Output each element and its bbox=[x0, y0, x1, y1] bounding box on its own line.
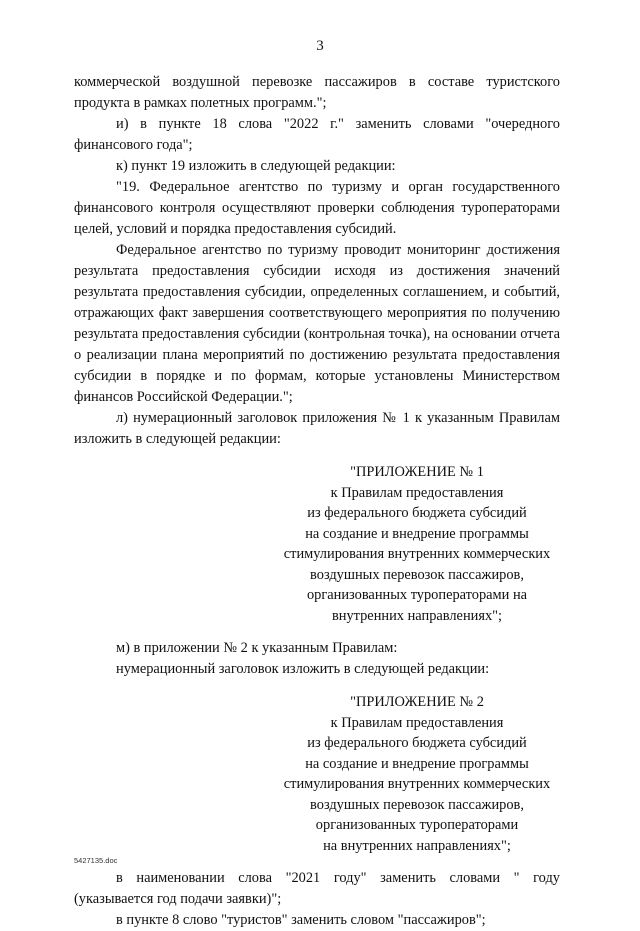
paragraph-item-l: л) нумерационный заголовок приложения № 1 к указанным Правилам изложить в следующей редакции: bbox=[74, 410, 560, 447]
appendix-2-line: стимулирования внутренних коммерческих bbox=[283, 776, 551, 792]
appendix-2-line: организованных туроператорами bbox=[315, 817, 519, 833]
appendix-2-heading bbox=[274, 692, 560, 856]
paragraph-continuation: коммерческой воздушной перевозке пассажиров в составе туристского продукта в рамках полетных программ."; bbox=[74, 74, 560, 111]
appendix-2-line: на создание и внедрение программы bbox=[305, 755, 529, 772]
appendix-1-line: организованных туроператорами на bbox=[306, 587, 528, 603]
appendix-1-line: на создание и внедрение программы bbox=[305, 525, 529, 542]
paragraph-item-i: и) в пункте 18 слова "2022 г." заменить словами "очередного финансового года"; bbox=[74, 116, 560, 153]
appendix-1-line: внутренних направлениях"; bbox=[331, 607, 503, 624]
document-body bbox=[74, 72, 560, 931]
paragraph-clause-19: "19. Федеральное агентство по туризму и орган государственного финансового контроля осуществляют проверки соблюдения туроператорами целей, условий и порядка предоставления субсидий. bbox=[74, 179, 560, 237]
appendix-1-line: стимулирования внутренних коммерческих bbox=[283, 546, 551, 562]
page-number: 3 bbox=[316, 38, 324, 54]
paragraph-item-m-heading: нумерационный заголовок изложить в следующей редакции: bbox=[116, 661, 490, 677]
paragraph-item-m: м) в приложении № 2 к указанным Правилам: bbox=[116, 640, 398, 656]
paragraph-naming-change: в наименовании слова "2021 году" заменить словами " году (указывается год подачи заявки)"; bbox=[74, 870, 560, 907]
appendix-2-line: "ПРИЛОЖЕНИЕ № 2 bbox=[350, 694, 484, 710]
appendix-1-line: к Правилам предоставления bbox=[330, 484, 504, 501]
appendix-1-heading bbox=[274, 462, 560, 626]
paragraph-clause-8-change: в пункте 8 слово "туристов" заменить словом "пассажиров"; bbox=[116, 912, 486, 928]
appendix-2-line: воздушных перевозок пассажиров, bbox=[310, 796, 524, 813]
appendix-2-line: к Правилам предоставления bbox=[330, 714, 504, 731]
paragraph-item-k: к) пункт 19 изложить в следующей редакции: bbox=[116, 158, 396, 174]
appendix-1-line: воздушных перевозок пассажиров, bbox=[310, 566, 524, 583]
paragraph-monitoring: Федеральное агентство по туризму проводит мониторинг достижения результата предоставления субсидии исходя из достижения значений результата предоставления субсидии, определенных соглашением, и событий, отражающих факт завершения соответствующего мероприятия по получению результата предоставления субсидии (контрольная точка), на основании отчета о реализации плана мероприятий по достижению результата предоставления субсидии в порядке и по формам, которые установлены Министерством финансов Российской Федерации."; bbox=[74, 242, 560, 405]
appendix-1-line: из федерального бюджета субсидий bbox=[307, 505, 527, 521]
appendix-2-line: из федерального бюджета субсидий bbox=[307, 735, 527, 751]
file-name-footer: 5427135.doc bbox=[74, 856, 118, 865]
appendix-1-line: "ПРИЛОЖЕНИЕ № 1 bbox=[350, 464, 484, 480]
appendix-2-line: на внутренних направлениях"; bbox=[323, 837, 511, 854]
